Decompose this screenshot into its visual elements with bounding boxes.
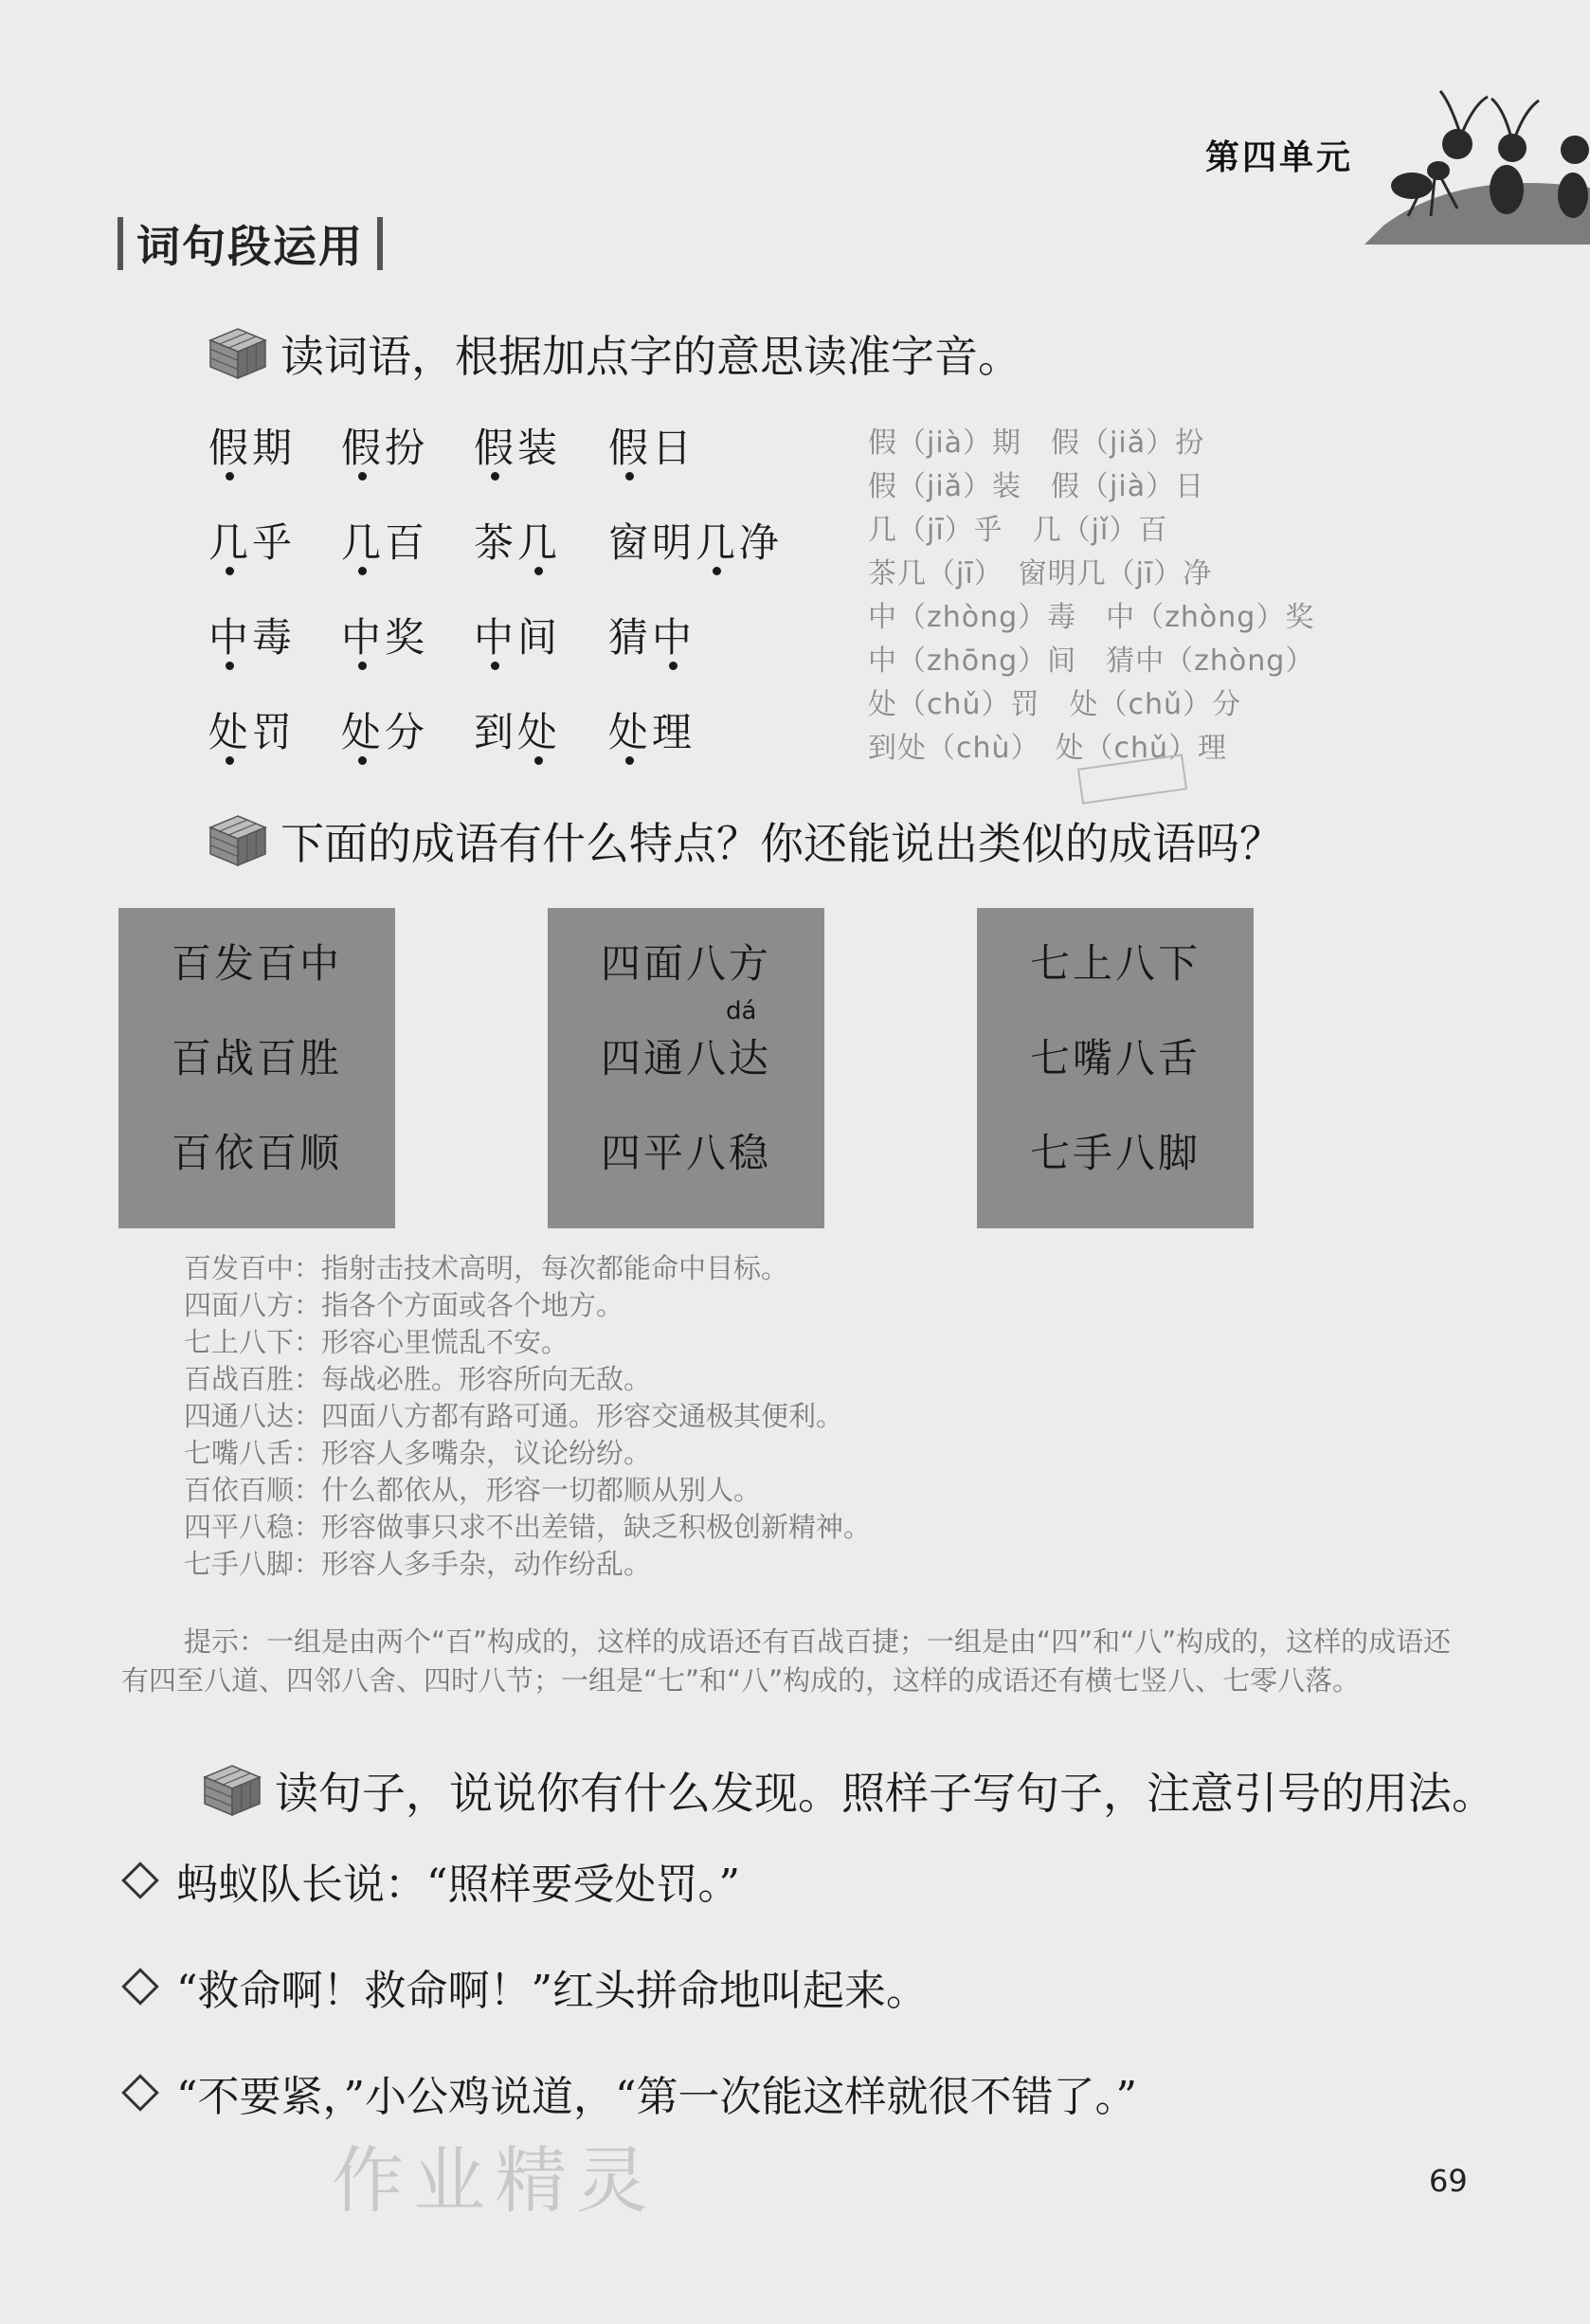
word: 中毒 bbox=[208, 614, 297, 661]
word: 几百 bbox=[341, 519, 429, 566]
word: 处分 bbox=[341, 709, 429, 755]
emphasis-dot bbox=[226, 756, 234, 765]
word: 茶几 bbox=[474, 519, 562, 566]
idiom: 百依百顺 bbox=[171, 1130, 342, 1176]
emphasis-dot bbox=[491, 662, 499, 670]
emphasis-dot bbox=[713, 567, 721, 575]
rubiks-cube-icon bbox=[208, 327, 267, 380]
answer-line: 中（zhōng）间 猜中（zhòng） bbox=[868, 645, 1315, 678]
section-title-text: 词句段运用 bbox=[136, 221, 364, 272]
emphasis-dot bbox=[226, 472, 234, 481]
page-number: 69 bbox=[1429, 2163, 1468, 2199]
sentence-text: “不要紧，”小公鸡说道，“第一次能这样就很不错了。” bbox=[176, 2073, 1137, 2121]
answer-line: 到处（chù） 处（chǔ）理 bbox=[868, 732, 1228, 765]
emphasis-dot bbox=[669, 662, 678, 670]
word: 中间 bbox=[474, 614, 562, 661]
idiom: 七手八脚 bbox=[1029, 1130, 1201, 1176]
idiom-explanation: 百发百中：指射击技术高明，每次都能命中目标。 bbox=[184, 1252, 789, 1284]
task3-heading bbox=[203, 1759, 1495, 1822]
emphasis-dot bbox=[625, 756, 634, 765]
task2-instruction: 下面的成语有什么特点？你还能说出类似的成语吗？ bbox=[280, 818, 1283, 869]
word: 窗明几净 bbox=[608, 519, 784, 566]
word: 处罚 bbox=[208, 709, 297, 755]
pinyin-annotation: dá bbox=[726, 997, 757, 1026]
answer-line: 茶几（jī） 窗明几（jī）净 bbox=[868, 557, 1213, 590]
hint-paragraph: 提示：一组是由两个“百”构成的，这样的成语还有百战百捷；一组是由“四”和“八”构成的，这样的成语还有四至八道、四邻八舍、四时八节；一组是“七”和“八”构成的，这样的成语还有横七竖八、七零八落。 bbox=[121, 1625, 1452, 1697]
idiom-explanation: 七嘴八舌：形容人多嘴杂，议论纷纷。 bbox=[184, 1437, 652, 1469]
sentence-item bbox=[121, 1956, 928, 2017]
idiom: 七嘴八舌 bbox=[1029, 1035, 1201, 1081]
idiom: 四通八达 bbox=[600, 1035, 771, 1081]
word: 假期 bbox=[208, 425, 297, 471]
idiom: 四面八方 bbox=[600, 940, 771, 987]
idiom-explanation: 四通八达：四面八方都有路可通。形容交通极其便利。 bbox=[184, 1400, 844, 1432]
emphasis-dot bbox=[491, 472, 499, 481]
idiom: 七上八下 bbox=[1029, 940, 1201, 987]
sentence-item bbox=[121, 2062, 1137, 2123]
emphasis-dot bbox=[625, 472, 634, 481]
word: 中奖 bbox=[341, 614, 429, 661]
emphasis-dot bbox=[358, 472, 367, 481]
answer-line: 假（jià）期 假（jiǎ）扮 bbox=[868, 427, 1205, 460]
task1-instruction: 读词语，根据加点字的意思读准字音。 bbox=[280, 331, 1021, 382]
idiom-explanation: 四面八方：指各个方面或各个地方。 bbox=[184, 1289, 624, 1321]
section-title bbox=[117, 214, 383, 273]
emphasis-dot bbox=[358, 756, 367, 765]
answer-line: 中（zhòng）毒 中（zhòng）奖 bbox=[868, 601, 1315, 634]
word: 几乎 bbox=[208, 519, 297, 566]
rubiks-cube-icon bbox=[203, 1764, 262, 1817]
title-bar-left bbox=[117, 217, 123, 270]
task2-heading bbox=[208, 809, 1283, 872]
idiom-box-bai bbox=[118, 908, 395, 1228]
idiom-explanation: 百依百顺：什么都依从，形容一切都顺从别人。 bbox=[184, 1474, 762, 1506]
answer-line: 处（chǔ）罚 处（chǔ）分 bbox=[868, 688, 1242, 721]
idiom: 百发百中 bbox=[171, 940, 342, 987]
emphasis-dot bbox=[534, 756, 543, 765]
word: 假装 bbox=[474, 425, 562, 471]
word: 处理 bbox=[608, 709, 696, 755]
emphasis-dot bbox=[534, 567, 543, 575]
answer-line: 几（jī）乎 几（jǐ）百 bbox=[868, 514, 1168, 547]
idiom-box-si-ba bbox=[548, 908, 824, 1228]
ants-illustration bbox=[1346, 83, 1590, 245]
idiom-box-qi-ba bbox=[977, 908, 1254, 1228]
diamond-bullet-icon bbox=[121, 2074, 159, 2112]
emphasis-dot bbox=[226, 662, 234, 670]
sentence-text: 蚂蚁队长说：“照样要受处罚。” bbox=[176, 1861, 740, 1909]
idiom-explanation: 四平八稳：形容做事只求不出差错，缺乏积极创新精神。 bbox=[184, 1511, 872, 1543]
rubiks-cube-icon bbox=[208, 814, 267, 867]
emphasis-dot bbox=[226, 567, 234, 575]
task1-heading bbox=[208, 322, 1021, 385]
word: 假扮 bbox=[341, 425, 429, 471]
idiom: 百战百胜 bbox=[171, 1035, 342, 1081]
sentence-text: “救命啊！救命啊！”红头拼命地叫起来。 bbox=[176, 1967, 928, 2015]
title-bar-right bbox=[377, 217, 383, 270]
watermark-text: 作业精灵 bbox=[332, 2138, 658, 2223]
idiom: 四平八稳 bbox=[600, 1130, 771, 1176]
word: 猜中 bbox=[608, 614, 696, 661]
answer-line: 假（jiǎ）装 假（jià）日 bbox=[868, 470, 1205, 503]
task3-instruction: 读句子，说说你有什么发现。照样子写句子，注意引号的用法。 bbox=[275, 1768, 1495, 1819]
unit-label: 第四单元 bbox=[1205, 138, 1354, 177]
idiom-explanation: 七上八下：形容心里慌乱不安。 bbox=[184, 1326, 569, 1358]
diamond-bullet-icon bbox=[121, 1968, 159, 2006]
emphasis-dot bbox=[358, 567, 367, 575]
emphasis-dot bbox=[358, 662, 367, 670]
diamond-bullet-icon bbox=[121, 1861, 159, 1899]
word: 到处 bbox=[474, 709, 562, 755]
idiom-explanation: 七手八脚：形容人多手杂，动作纷乱。 bbox=[184, 1548, 652, 1580]
idiom-explanation: 百战百胜：每战必胜。形容所向无敌。 bbox=[184, 1363, 652, 1395]
word: 假日 bbox=[608, 425, 696, 471]
sentence-item bbox=[121, 1850, 740, 1911]
